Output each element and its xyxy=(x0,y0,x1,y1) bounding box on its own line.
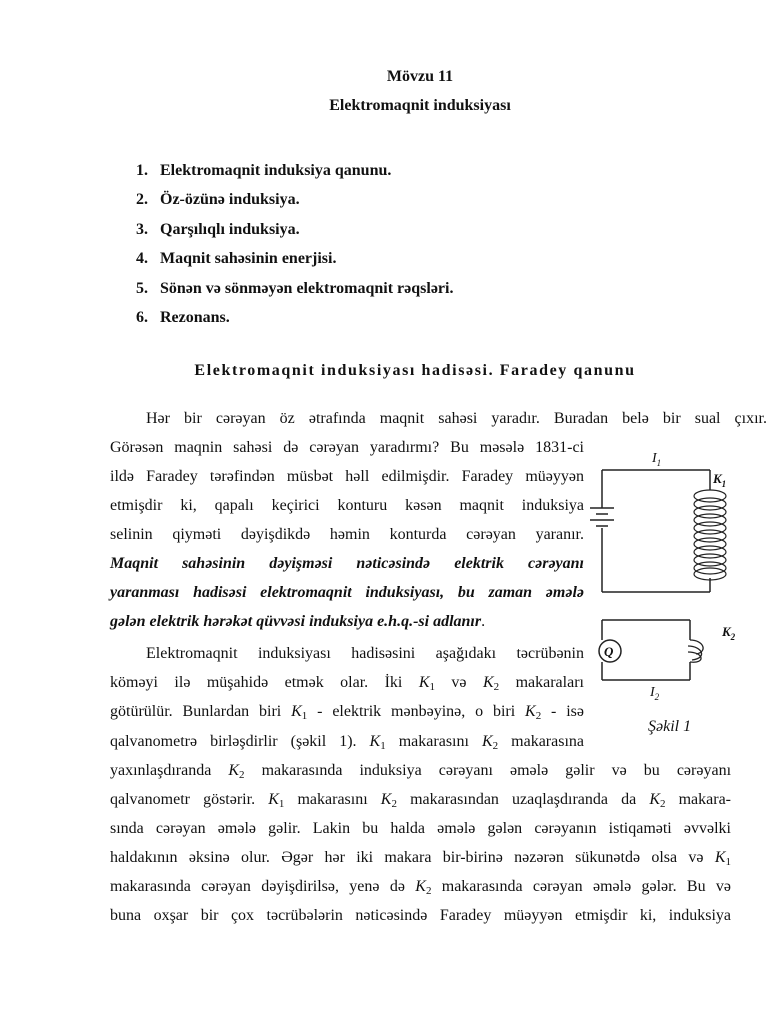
definition-line: Maqnit sahəsinin dəyişməsi nəticəsində elektrik cərəyanı xyxy=(110,555,584,572)
paragraph-line: qalvanometrə birləşdirlir (şəkil 1). $K_1$ makarasını $K_2$ makarasına xyxy=(110,733,584,752)
list-item: 5. Sönən və sönməyən elektromaqnit rəqsləri. xyxy=(136,279,454,297)
paragraph-line: buna oxşar bir çox təcrübələrin nəticəsində Faradey müəyyən etmişdir ki, induksiya xyxy=(110,907,731,924)
coil-k1-icon xyxy=(694,490,726,580)
paragraph-line: sında cərəyan əmələ gəlir. Lakin bu halda əmələ gələn cərəyanın istiqaməti əvvəlki xyxy=(110,820,731,837)
label-i2: $I_2$ xyxy=(650,685,660,702)
paragraph-line: Görəsən maqnin sahəsi də cərəyan yaradırmı? Bu məsələ 1831-ci xyxy=(110,439,584,456)
label-i1: $I_1$ xyxy=(652,451,662,468)
list-item: 4. Maqnit sahəsinin enerjisi. xyxy=(136,250,337,268)
definition-line: yaranması hadisəsi elektromaqnit induksiyası, bu zaman əmələ xyxy=(110,584,584,601)
section-heading: Elektromaqnit induksiyası hadisəsi. Faradey qanunu xyxy=(194,362,636,379)
figure-caption: Şəkil 1 xyxy=(648,718,692,735)
subject-title: Elektromaqnit induksiyası xyxy=(329,97,511,114)
topic-list xyxy=(136,156,453,332)
topic-title: Mövzu 11 xyxy=(386,68,454,85)
paragraph-line: selinin qiyməti dəyişdikdə həmin konturda cərəyan yaranır. xyxy=(110,526,584,543)
battery-icon xyxy=(590,508,614,526)
paragraph-line: qalvanometr göstərir. $K_1$ makarasını $K_2$ makarasından uzaqlaşdıranda da $K_2$ makara- xyxy=(110,791,732,810)
paragraph-line: haldakının əksinə olur. Əgər hər iki makara bir-birinə nəzərən sükunətdə olsa və $K_1$ xyxy=(110,849,731,868)
list-item: 3. Qarşılıqlı induksiya. xyxy=(136,220,300,238)
definition-line: gələn elektrik hərəkət qüvvəsi induksiya e.h.q.-si adlanır. xyxy=(110,613,486,630)
list-item: 2. Öz-özünə induksiya. xyxy=(136,191,300,209)
paragraph-line: yaxınlaşdıranda $K_2$ makarasında induksiya cərəyanı əmələ gəlir və bu cərəyanı xyxy=(110,762,732,781)
paragraph-line: etmişdir ki, qapalı keçirici konturu kəsən maqnit induksiya xyxy=(110,497,584,514)
circuit-figure xyxy=(580,440,750,740)
paragraph-line: götürülür. Bunlardan biri $K_1$ - elektrik mənbəyinə, o biri $K_2$ - isə xyxy=(110,703,585,722)
list-item: 6. Rezonans. xyxy=(136,308,230,326)
paragraph-line: Elektromaqnit induksiyası hadisəsini aşağıdakı təcrübənin xyxy=(146,645,584,662)
paragraph-line: ildə Faradey tərəfindən müsbət həll edilmişdir. Faradey müəyyən xyxy=(110,468,584,485)
paragraph-line: Hər bir cərəyan öz ətrafında maqnit sahəsi yaradır. Buradan belə bir sual çıxır. xyxy=(146,410,767,427)
paragraph-line: köməyi ilə müşahidə etmək olar. İki $K_1$ və $K_2$ makaraları xyxy=(110,674,584,693)
coil-k2-icon xyxy=(688,640,703,662)
label-k1: $K_1$ xyxy=(713,471,727,489)
galvanometer-label: Q xyxy=(604,644,614,659)
label-k2: $K_2$ xyxy=(722,624,736,642)
list-item: 1. Elektromaqnit induksiya qanunu. xyxy=(136,162,392,179)
paragraph-line: makarasında cərəyan dəyişdirilsə, yenə də $K_2$ makarasında cərəyan əmələ gələr. Bu və xyxy=(110,878,732,897)
